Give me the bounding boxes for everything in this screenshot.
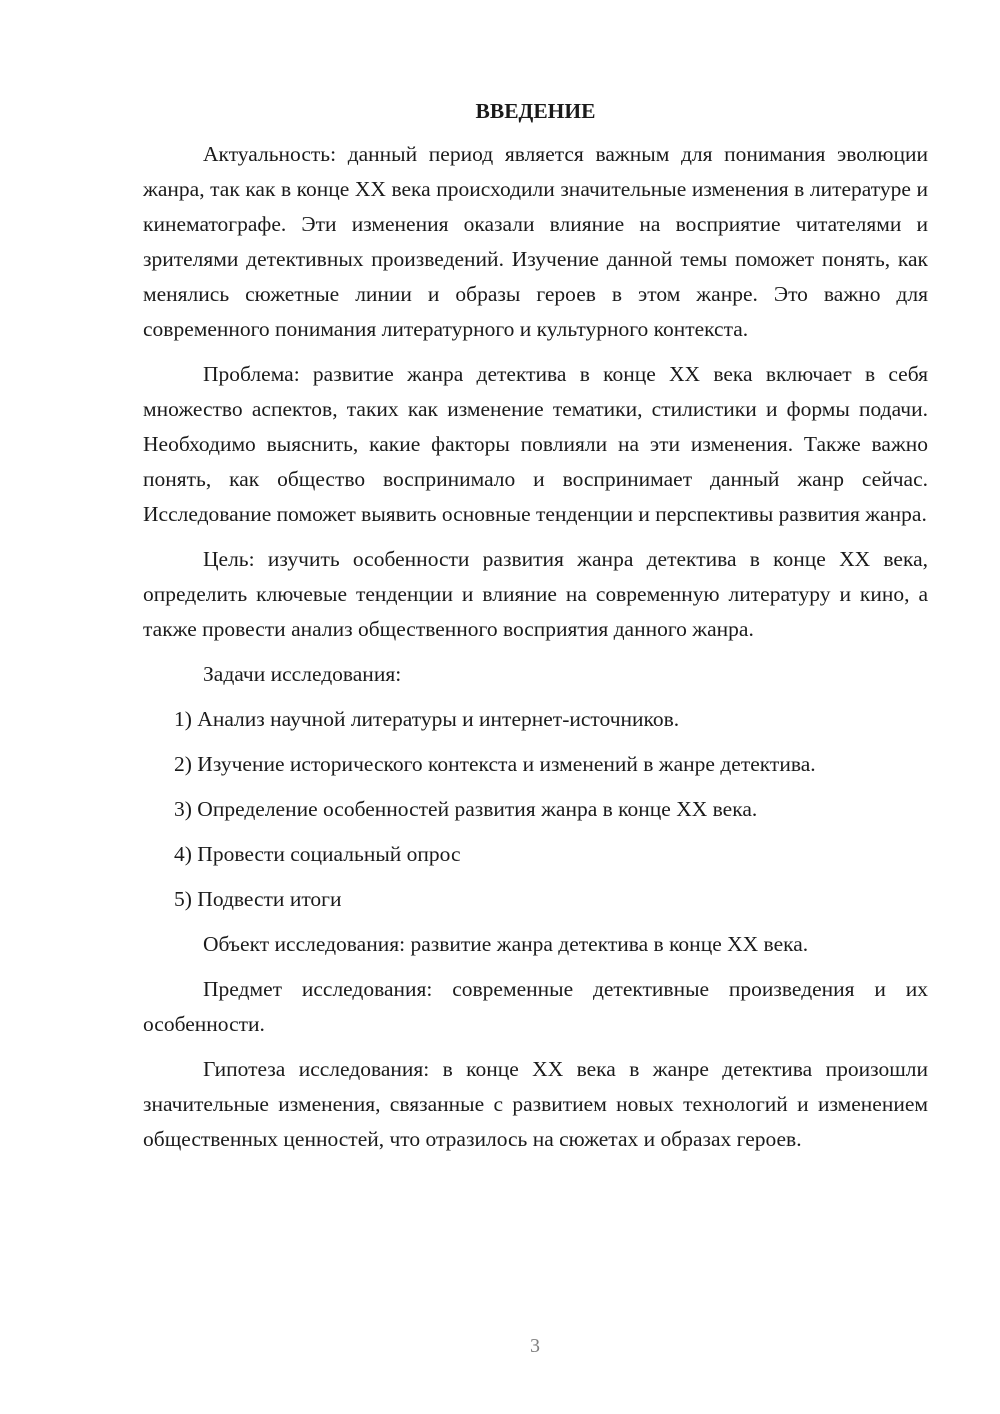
page-number: 3 bbox=[530, 1335, 540, 1357]
list-item bbox=[143, 837, 928, 872]
goal-paragraph: Цель: изучить особенности развития жанра детектива в конце XX века, определить ключевые тенденции и влияние на современную литературу и кино, а также провести анализ общественного восприятия данного жанра. bbox=[143, 547, 928, 641]
list-item-number: 5) bbox=[174, 887, 192, 911]
list-item-number: 2) bbox=[174, 752, 192, 776]
tasks-list bbox=[143, 702, 928, 917]
list-item bbox=[143, 882, 928, 917]
relevance-paragraph: Актуальность: данный период является важным для понимания эволюции жанра, так как в конце XX века происходили значительные изменения в литературе и кинематографе. Эти изменения оказали влияние на восприятие читателями и зрителями детективных произведений. Изучение данной темы поможет понять, как менялись сюжетные линии и образы героев в этом жанре. Это важно для современного понимания литературного и культурного контекста. bbox=[143, 142, 928, 341]
list-item-text: Определение особенностей развития жанра в конце XX века. bbox=[197, 797, 758, 821]
list-item-number: 4) bbox=[174, 842, 192, 866]
tasks-heading: Задачи исследования: bbox=[203, 662, 402, 686]
list-item-text: Провести социальный опрос bbox=[197, 842, 461, 866]
list-item-text: Подвести итоги bbox=[197, 887, 342, 911]
list-item bbox=[143, 747, 928, 782]
list-item-number: 3) bbox=[174, 797, 192, 821]
list-item bbox=[143, 792, 928, 827]
list-item-text: Анализ научной литературы и интернет-источников. bbox=[197, 707, 680, 731]
hypothesis-paragraph: Гипотеза исследования: в конце XX века в жанре детектива произошли значительные изменения, связанные с развитием новых технологий и изменением общественных ценностей, что отразилось на сюжетах и образах героев. bbox=[143, 1057, 928, 1151]
problem-paragraph: Проблема: развитие жанра детектива в конце XX века включает в себя множество аспектов, таких как изменение тематики, стилистики и формы подачи. Необходимо выяснить, какие факторы повлияли на эти изменения. Также важно понять, как общество воспринимало и воспринимает данный жанр сейчас. Исследование поможет выявить основные тенденции и перспективы развития жанра. bbox=[143, 362, 928, 526]
subject-paragraph: Предмет исследования: современные детективные произведения и их особенности. bbox=[143, 977, 928, 1036]
page-content bbox=[143, 94, 928, 1167]
object-paragraph: Объект исследования: развитие жанра детектива в конце XX века. bbox=[203, 932, 809, 956]
list-item-number: 1) bbox=[174, 707, 192, 731]
list-item bbox=[143, 702, 928, 737]
list-item-text: Изучение исторического контекста и изменений в жанре детектива. bbox=[197, 752, 816, 776]
section-title: ВВЕДЕНИЕ bbox=[475, 99, 596, 123]
